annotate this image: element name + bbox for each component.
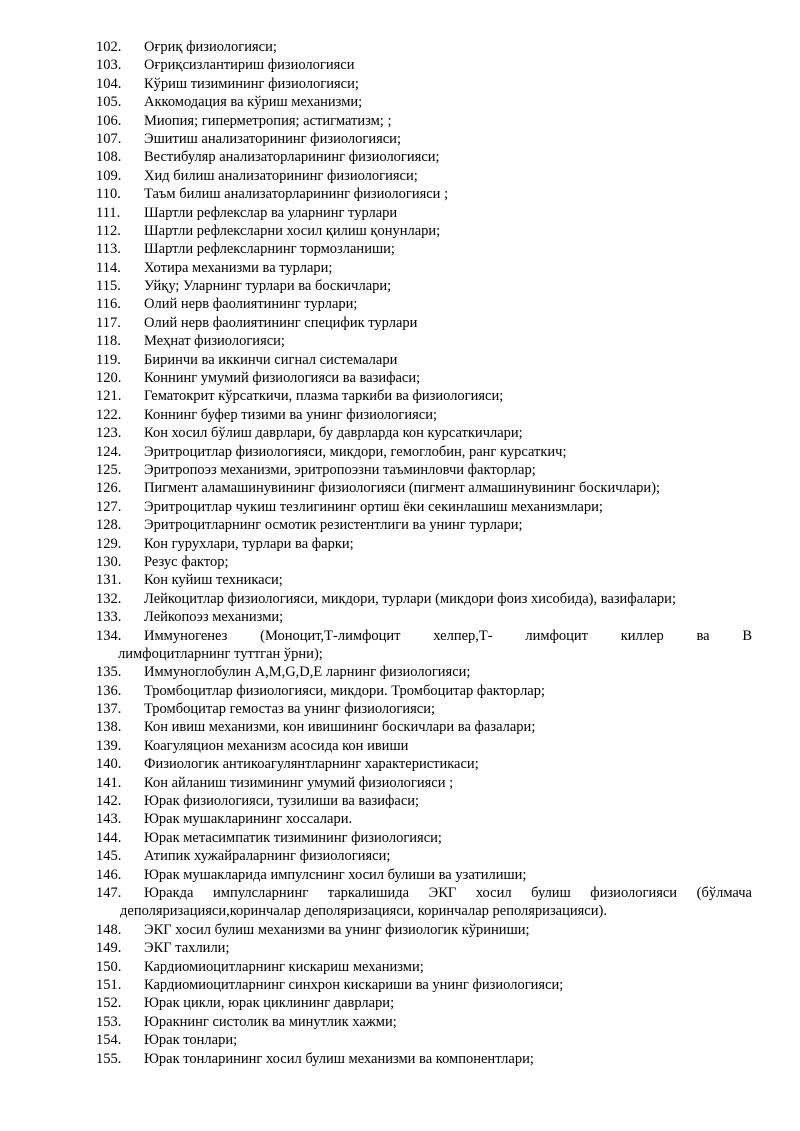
item-number: 155.	[96, 1050, 122, 1067]
list-item	[96, 75, 752, 93]
item-number: 134.	[96, 627, 122, 644]
list-item	[96, 185, 752, 203]
item-number: 127.	[96, 498, 122, 515]
item-text: Оғриқ физиологияси;	[144, 39, 277, 55]
list-item	[96, 700, 752, 718]
item-text: Юракда импулсларнинг таркалишида ЭКГ хосил булиш физиологияси (бўлмача	[144, 884, 752, 901]
item-number: 146.	[96, 866, 122, 883]
list-item	[96, 498, 752, 516]
item-text: Эритропоэз механизми, эритропоэзни таъминловчи факторлар;	[144, 461, 536, 478]
list-item	[96, 259, 752, 277]
list-item	[96, 424, 752, 442]
item-number: 133.	[96, 609, 122, 626]
list-item	[96, 516, 752, 534]
list-item	[96, 479, 752, 497]
list-item	[96, 406, 752, 424]
item-number: 106.	[96, 112, 122, 129]
item-text: Оғриқсизлантириш физиологияси	[144, 57, 355, 74]
item-text: Пигмент аламашинувининг физиологияси (пигмент алмашинувининг боскичлари);	[144, 480, 661, 497]
item-number: 151.	[96, 976, 122, 993]
item-text: Эритроцитлар чукиш тезлигининг ортиш ёки секинлашиш механизмлари;	[144, 498, 603, 515]
list-item	[96, 38, 752, 56]
list-item	[96, 167, 752, 185]
item-text: Гематокрит кўрсаткичи, плазма таркиби ва физиологияси;	[144, 388, 504, 405]
list-item	[96, 939, 752, 957]
list-item	[96, 627, 752, 664]
item-text: Юрак метасимпатик тизимининг физиологияси;	[144, 829, 442, 846]
item-number: 145.	[96, 848, 122, 865]
item-text: Юракнинг систолик ва минутлик хажми;	[144, 1013, 397, 1030]
item-text: Шартли рефлекслар ва уларнинг турлари	[144, 204, 398, 221]
item-number: 137.	[96, 701, 122, 718]
list-item	[96, 535, 752, 553]
item-number: 150.	[96, 958, 122, 975]
list-item	[96, 718, 752, 736]
list-item	[96, 443, 752, 461]
item-number: 109.	[96, 167, 122, 184]
item-text: Шартли рефлексларни хосил қилиш қонунлари;	[144, 222, 441, 239]
list-item	[96, 295, 752, 313]
item-number: 103.	[96, 57, 122, 74]
list-item	[96, 608, 752, 626]
list-item	[96, 204, 752, 222]
item-number: 129.	[96, 535, 122, 552]
item-number: 143.	[96, 811, 122, 828]
item-number: 124.	[96, 443, 122, 460]
item-text: Кон гурухлари, турлари ва фарки;	[144, 535, 354, 552]
list-item	[96, 351, 752, 369]
item-text: Тромбоцитлар физиологияси, микдори. Тромбоцитар факторлар;	[144, 682, 546, 699]
list-item	[96, 332, 752, 350]
list-item	[96, 277, 752, 295]
item-text: Физиологик антикоагулянтларнинг характеристикаси;	[144, 756, 479, 773]
item-number: 141.	[96, 774, 122, 791]
item-number: 153.	[96, 1013, 122, 1030]
list-item	[96, 314, 752, 332]
item-number: 132.	[96, 590, 122, 607]
numbered-question-list	[96, 38, 752, 1068]
item-text: Кардиомиоцитларнинг синхрон кискариши ва унинг физиологияси;	[144, 976, 564, 993]
list-item	[96, 553, 752, 571]
item-text: ЭКГ хосил булиш механизми ва унинг физиологик кўриниши;	[144, 921, 530, 938]
item-text-continuation: лимфоцитларнинг туттган ўрни);	[118, 645, 323, 662]
item-text: Кон ивиш механизми, кон ивишининг боскичлари ва фазалари;	[144, 719, 536, 736]
list-item	[96, 994, 752, 1012]
item-text: Аккомодация ва кўриш механизми;	[144, 94, 363, 111]
item-text: Кон хосил бўлиш даврлари, бу даврларда кон курсаткичлари;	[144, 425, 523, 442]
list-item	[96, 56, 752, 74]
item-text: Биринчи ва иккинчи сигнал системалари	[144, 351, 398, 368]
list-item	[96, 884, 752, 921]
list-item	[96, 130, 752, 148]
item-text-continuation: деполяризацияси,коринчалар деполяризацияси, коринчалар реполяризацияси).	[120, 903, 607, 920]
item-text: Коагуляцион механизм асосида кон ивиши	[144, 737, 409, 754]
item-number: 117.	[96, 314, 121, 331]
item-text: Шартли рефлексларнинг тормозланиши;	[144, 241, 395, 258]
list-item	[96, 921, 752, 939]
item-text: Тромбоцитар гемостаз ва унинг физиологияси;	[144, 701, 435, 718]
list-item	[96, 976, 752, 994]
item-text: Иммуноглобулин A,M,G,D,E ларнинг физиологияси;	[144, 664, 471, 681]
item-text: Юрак цикли, юрак циклининг даврлари;	[144, 995, 395, 1012]
list-item	[96, 148, 752, 166]
item-number: 111.	[96, 204, 121, 221]
list-item	[96, 792, 752, 810]
item-text: Лейкоцитлар физиологияси, микдори, турлари (микдори фоиз хисобида), вазифалари;	[144, 590, 676, 607]
item-text: Кардиомиоцитларнинг кискариш механизми;	[144, 958, 424, 975]
item-number: 108.	[96, 149, 122, 166]
item-number: 114.	[96, 259, 121, 276]
item-number: 104.	[96, 75, 122, 92]
item-text: Хотира механизми ва турлари;	[144, 259, 333, 276]
item-text: Иммуногенез (Моноцит,Т-лимфоцит хелпер,Т- лимфоцит киллер ва В	[144, 627, 752, 644]
list-item	[96, 829, 752, 847]
list-item	[96, 1013, 752, 1031]
list-item	[96, 590, 752, 608]
list-item	[96, 369, 752, 387]
item-number: 118.	[96, 333, 121, 350]
item-number: 136.	[96, 682, 122, 699]
item-number: 105.	[96, 94, 122, 111]
list-item	[96, 663, 752, 681]
list-item	[96, 682, 752, 700]
item-text: Кон айланиш тизимининг умумий физиологияси ;	[144, 774, 454, 791]
item-text: Кўриш тизимининг физиологияси;	[144, 75, 359, 92]
item-number: 116.	[96, 296, 121, 313]
item-number: 135.	[96, 664, 122, 681]
list-item	[96, 866, 752, 884]
item-text: Юрак физиологияси, тузилиши ва вазифаси;	[144, 793, 420, 810]
item-text: Таъм билиш анализаторларининг физиологияси ;	[144, 186, 449, 203]
list-item	[96, 93, 752, 111]
item-text: Хид билиш анализаторининг физиологияси;	[144, 167, 418, 184]
item-text: Юрак тонлари;	[144, 1032, 238, 1049]
item-number: 130.	[96, 553, 122, 570]
item-text: Эшитиш анализаторининг физиологияси;	[144, 130, 401, 147]
list-item	[96, 222, 752, 240]
list-item	[96, 240, 752, 258]
list-item	[96, 737, 752, 755]
list-item	[96, 387, 752, 405]
item-text: Миопия; гиперметропия; астигматизм; ;	[144, 112, 392, 129]
item-text: Юрак мушакларида импулснинг хосил булиши ва узатилиши;	[144, 866, 527, 883]
item-number: 125.	[96, 461, 122, 478]
item-text: Эритроцитлар физиологияси, микдори, гемоглобин, ранг курсаткич;	[144, 443, 567, 460]
item-number: 138.	[96, 719, 122, 736]
item-text: Коннинг буфер тизими ва унинг физиологияси;	[144, 406, 437, 423]
item-text: Олий нерв фаолиятининг турлари;	[144, 296, 358, 313]
item-number: 142.	[96, 793, 122, 810]
item-text: ЭКГ тахлили;	[144, 940, 230, 957]
item-number: 121.	[96, 388, 122, 405]
item-text: Лейкопоэз механизми;	[144, 609, 284, 626]
item-number: 148.	[96, 921, 122, 938]
item-number: 102.	[96, 39, 122, 55]
item-number: 112.	[96, 222, 121, 239]
item-number: 110.	[96, 186, 121, 203]
list-item	[96, 755, 752, 773]
item-number: 131.	[96, 572, 122, 589]
item-number: 144.	[96, 829, 122, 846]
item-text: Вестибуляр анализаторларининг физиологияси;	[144, 149, 440, 166]
item-number: 122.	[96, 406, 122, 423]
list-item	[96, 1031, 752, 1049]
item-number: 113.	[96, 241, 121, 258]
item-text: Кон куйиш техникаси;	[144, 572, 283, 589]
item-text: Атипик хужайраларнинг физиологияси;	[144, 848, 391, 865]
item-text: Меҳнат физиологияси;	[144, 333, 285, 350]
item-number: 139.	[96, 737, 122, 754]
list-item	[96, 112, 752, 130]
item-text: Коннинг умумий физиологияси ва вазифаси;	[144, 370, 421, 387]
item-number: 152.	[96, 995, 122, 1012]
item-number: 115.	[96, 278, 121, 295]
item-text: Олий нерв фаолиятининг специфик турлари	[144, 314, 418, 331]
item-number: 154.	[96, 1032, 122, 1049]
item-text: Резус фактор;	[144, 553, 229, 570]
item-text: Юрак мушакларининг хоссалари.	[144, 811, 353, 828]
item-number: 128.	[96, 517, 122, 534]
item-number: 149.	[96, 940, 122, 957]
item-number: 119.	[96, 351, 121, 368]
item-number: 120.	[96, 370, 122, 387]
list-item	[96, 958, 752, 976]
item-text: Уйқу; Уларнинг турлари ва боскичлари;	[144, 278, 392, 295]
item-text: Эритроцитларнинг осмотик резистентлиги ва унинг турлари;	[144, 517, 523, 534]
list-item	[96, 774, 752, 792]
item-number: 126.	[96, 480, 122, 497]
list-item	[96, 810, 752, 828]
list-item	[96, 847, 752, 865]
list-item	[96, 1050, 752, 1068]
list-item	[96, 461, 752, 479]
list-item	[96, 571, 752, 589]
item-number: 123.	[96, 425, 122, 442]
item-number: 147.	[96, 884, 122, 901]
item-number: 140.	[96, 756, 122, 773]
item-number: 107.	[96, 130, 122, 147]
item-text: Юрак тонларининг хосил булиш механизми ва компонентлари;	[144, 1050, 534, 1067]
